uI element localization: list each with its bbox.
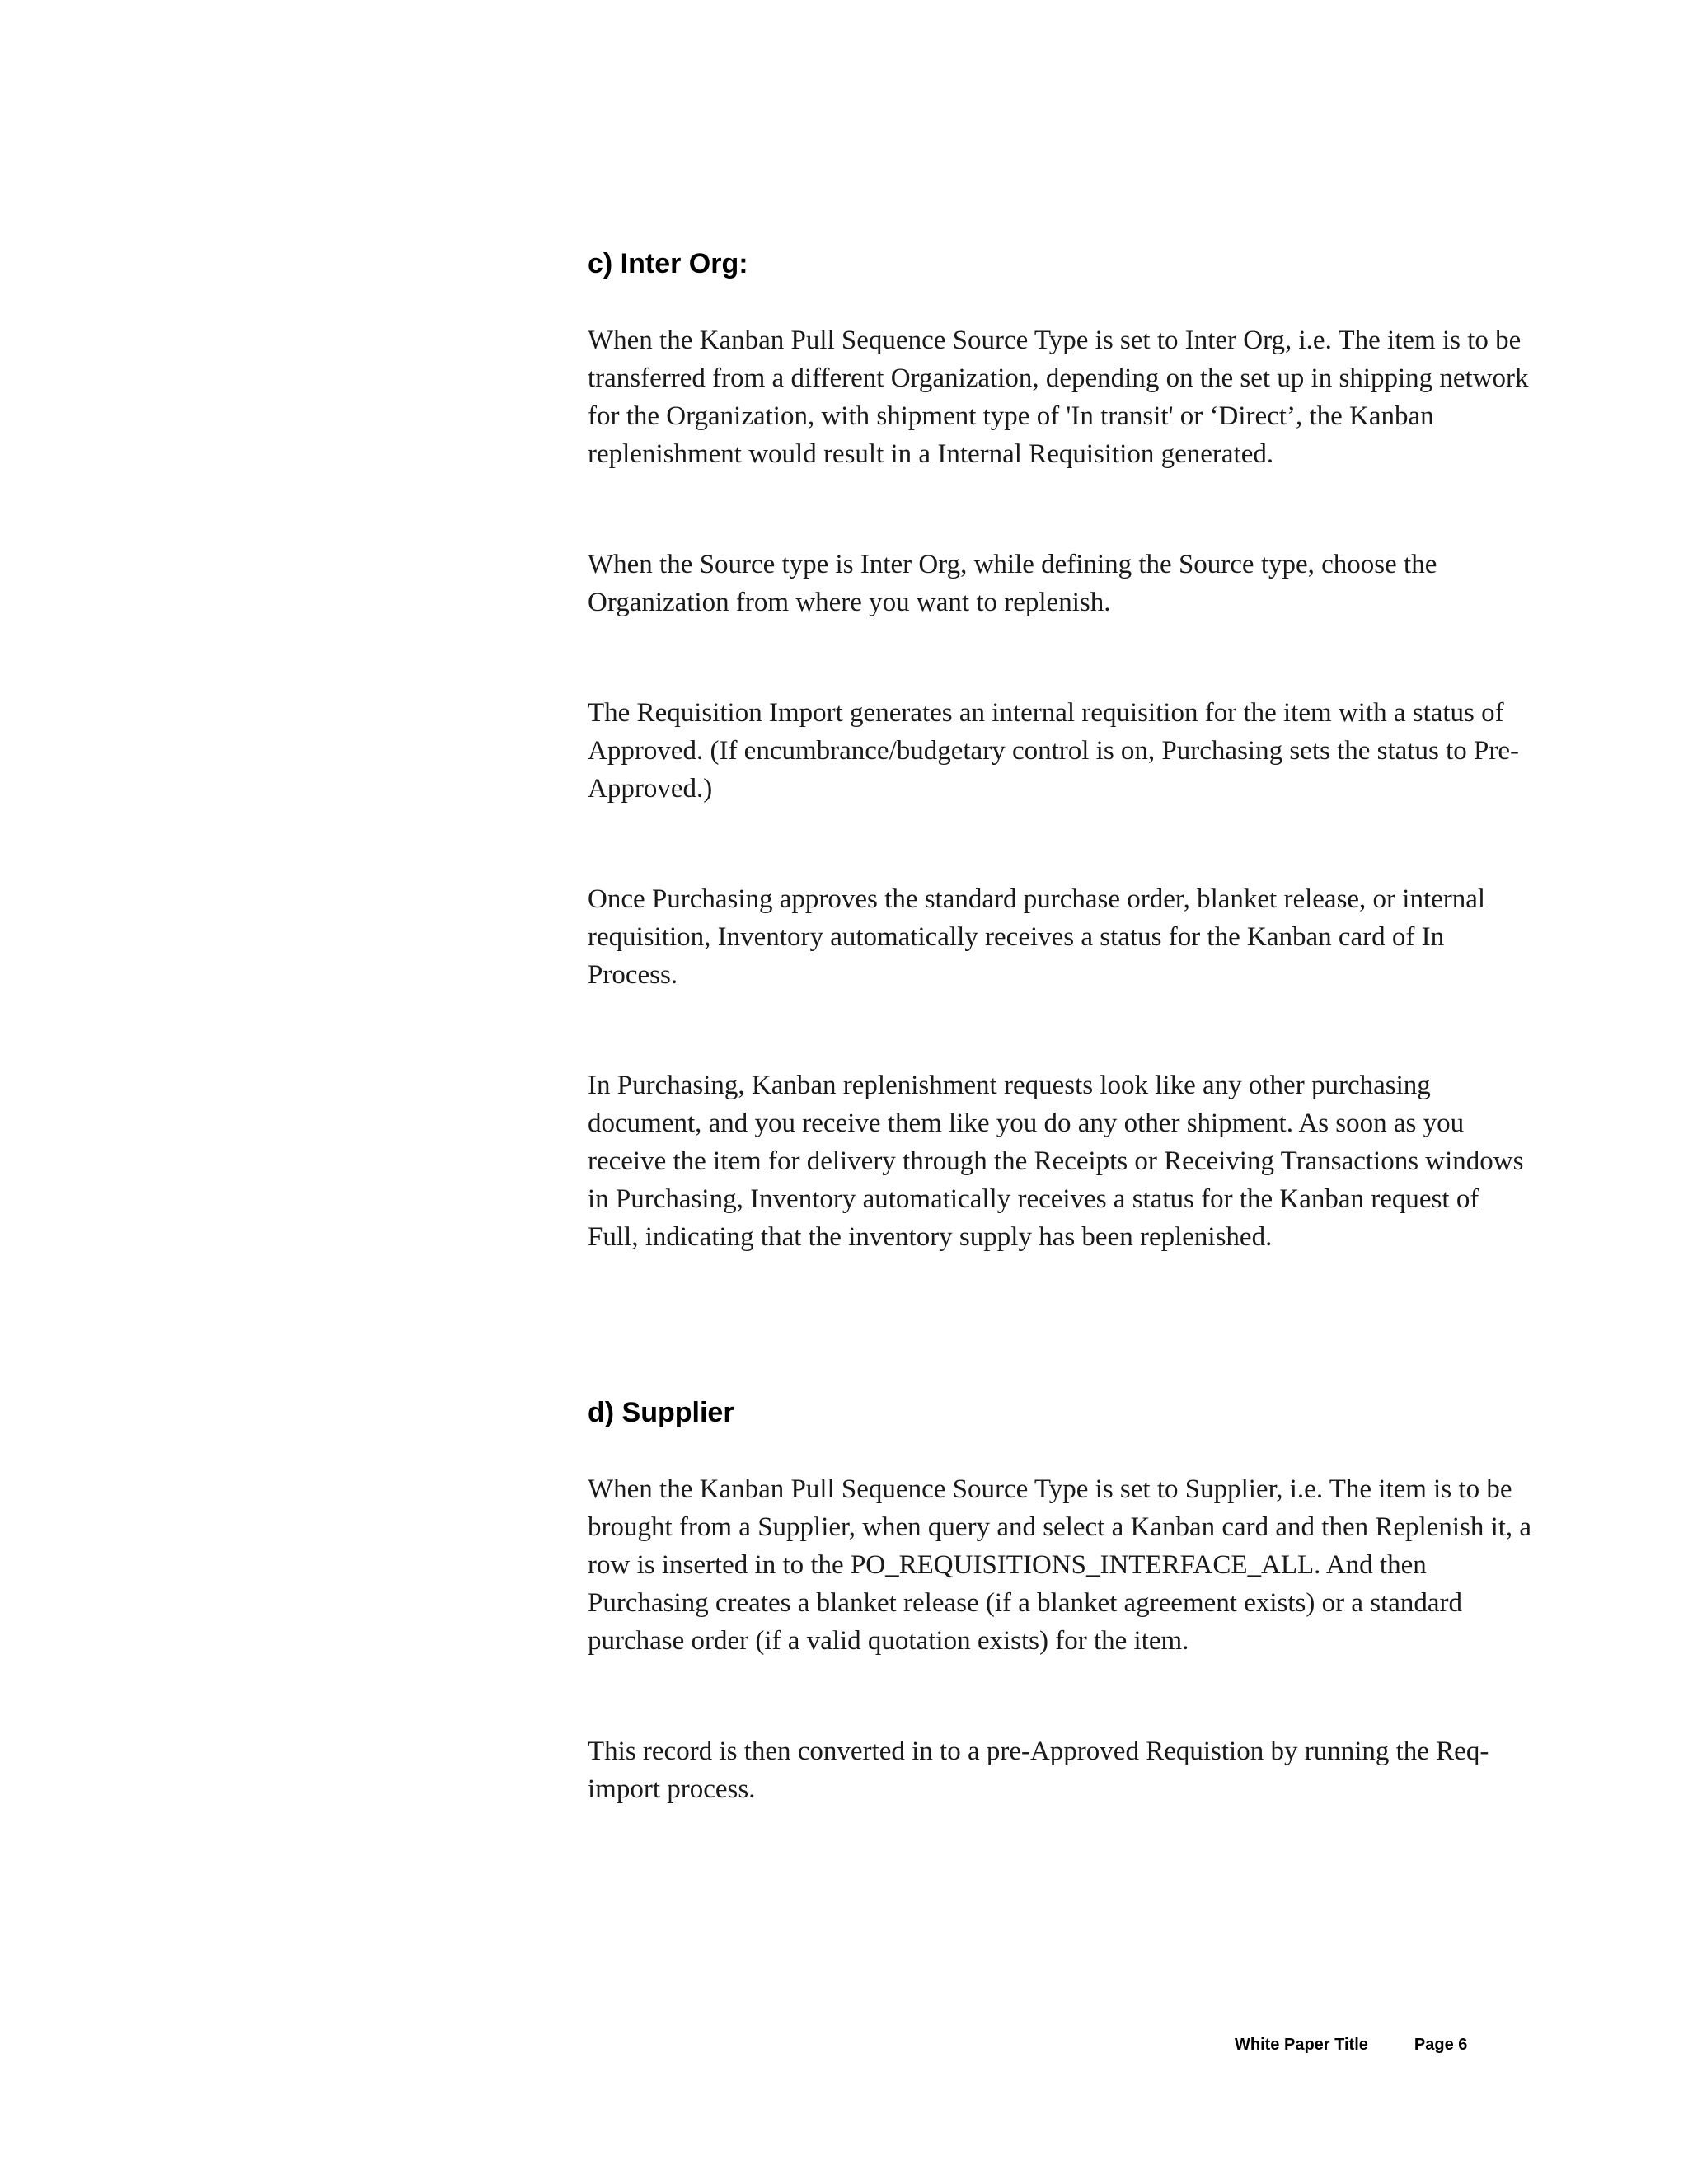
paragraph: When the Kanban Pull Sequence Source Type is set to Inter Org, i.e. The item is to be transferred from a different Organization, depending on the set up in shipping network for the Organization, with shipment type of 'In transit' or ‘Direct’, the Kanban replenishment would result in a Internal Requisition generated. — [588, 326, 1529, 469]
paragraph: Once Purchasing approves the standard purchase order, blanket release, or internal requisition, Inventory automatically receives a status for the Kanban card of In Process. — [588, 884, 1486, 990]
paragraph: This record is then converted in to a pre-Approved Requistion by running the Req-import process. — [588, 1736, 1489, 1804]
paragraph: When the Source type is Inter Org, while defining the Source type, choose the Organization from where you want to replenish. — [588, 550, 1437, 617]
paragraph: The Requisition Import generates an internal requisition for the item with a status of Approved. (If encumbrance/budgetary control is on, Purchasing sets the status to Pre-Approved.) — [588, 698, 1519, 804]
paragraph: When the Kanban Pull Sequence Source Type is set to Supplier, i.e. The item is to be brought from a Supplier, when query and select a Kanban card and then Replenish it, a row is inserted in to the PO_REQUISITIONS_INTERFACE_ALL. And then Purchasing creates a blanket release (if a blanket agreement exists) or a standard purchase order (if a valid quotation exists) for the item. — [588, 1474, 1532, 1656]
section-heading-supplier: d) Supplier — [588, 1397, 734, 1428]
footer-page-number: Page 6 — [1414, 2036, 1468, 2054]
page-content — [588, 244, 1536, 1808]
section-heading-inter-org: c) Inter Org: — [588, 248, 748, 279]
paragraph: In Purchasing, Kanban replenishment requests look like any other purchasing document, and you receive them like you do any other shipment. As soon as you receive the item for delivery through the Receipts or Receiving Transactions windows in Purchasing, Inventory automatically receives a status for the Kanban request of Full, indicating that the inventory supply has been replenished. — [588, 1071, 1524, 1252]
page-footer — [1235, 2036, 1467, 2055]
footer-title: White Paper Title — [1235, 2036, 1368, 2054]
